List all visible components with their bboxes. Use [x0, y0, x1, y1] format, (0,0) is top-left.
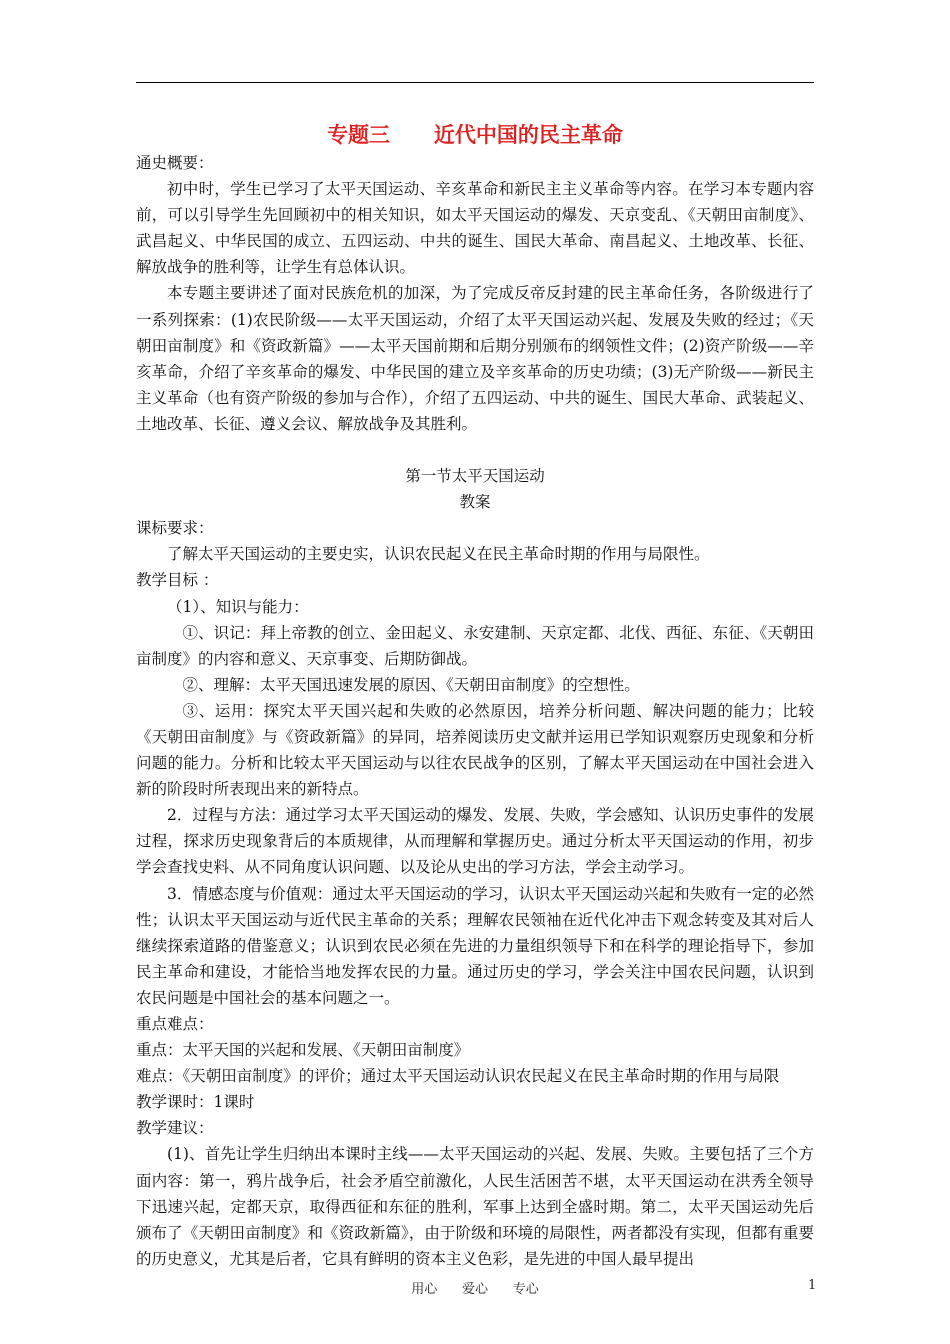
- goal-1-label: （1）、知识与能力：: [167, 597, 309, 616]
- section-title: 第一节太平天国运动: [405, 467, 545, 486]
- overview-paragraph-2: 本专题主要讲述了面对民族危机的加深，为了完成反帝反封建的民主革命任务，各阶级进行了一系列探索：(1)农民阶级——太平天国运动，介绍了太平天国运动兴起、发展及失败的经过；《天朝田亩制度》和《资政新篇》——太平天国前期和后期分别颁布的纲领性文件；(2)资产阶级——辛亥革命，介绍了辛亥革命的爆发、中华民国的建立及辛亥革命的历史功绩；(3)无产阶级——新民主主义革命（也有资产阶级的参加与合作），介绍了五四运动、中共的诞生、国民大革命、武装起义、土地改革、长征、遵义会议、解放战争及其胜利。: [136, 284, 814, 433]
- document-body: [136, 120, 814, 1272]
- advice-paragraph-1: (1)、首先让学生归纳出本课时主线——太平天国运动的兴起、发展、失败。主要包括了三个方面内容：第一，鸦片战争后，社会矛盾空前激化，人民生活困苦不堪，太平天国运动在洪秀全领导下迅速兴起，定都天京，取得西征和东征的胜利，军事上达到全盛时期。第二，太平天国运动先后颁布了《天朝田亩制度》和《资政新篇》，由于阶级和环境的局限性，两者都没有实现，但都有重要的历史意义，尤其是后者，它具有鲜明的资本主义色彩，是先进的中国人最早提出: [136, 1145, 814, 1268]
- spacer: [136, 437, 814, 463]
- header-rule: [136, 82, 814, 83]
- goals-label: 教学目标 ：: [136, 571, 219, 590]
- advice-label: 教学建议：: [136, 1119, 214, 1138]
- goal-1-understand: ②、理解：太平天国迅速发展的原因、《天朝田亩制度》的空想性。: [182, 675, 640, 694]
- page-number: 1: [808, 1278, 817, 1293]
- key-point: 重点：太平天国的兴起和发展、《天朝田亩制度》: [136, 1041, 470, 1060]
- difficult-point: 难点：《天朝田亩制度》的评价；通过太平天国运动认识农民起义在民主革命时期的作用与局限: [136, 1067, 780, 1086]
- overview-paragraph-1: 初中时，学生已学习了太平天国运动、辛亥革命和新民主主义革命等内容。在学习本专题内容前，可以引导学生先回顾初中的相关知识，如太平天国运动的爆发、天京变乱、《天朝田亩制度》、武昌起义、中华民国的成立、五四运动、中共的诞生、国民大革命、南昌起义、土地改革、长征、解放战争的胜利等，让学生有总体认识。: [136, 180, 814, 277]
- standard-label: 课标要求：: [136, 519, 214, 538]
- goal-1-recall: ①、识记：拜上帝教的创立、金田起义、永安建制、天京定都、北伐、西征、东征、《天朝田亩制度》的内容和意义、天京事变、后期防御战。: [136, 623, 814, 668]
- goal-3: 3．情感态度与价值观：通过太平天国运动的学习，认识太平天国运动兴起和失败有一定的必然性；认识太平天国运动与近代民主革命的关系；理解农民领袖在近代化冲击下观念转变及其对后人继续探索道路的借鉴意义；认识到农民必须在先进的力量组织领导下和在科学的理论指导下，参加民主革命和建设，才能恰当地发挥农民的力量。通过历史的学习，学会关注中国农民问题，认识到农民问题是中国社会的基本问题之一。: [136, 884, 814, 1007]
- document-title: 专题三 近代中国的民主革命: [327, 122, 623, 147]
- standard-text: 了解太平天国运动的主要史实，认识农民起义在民主革命时期的作用与局限性。: [167, 545, 710, 564]
- overview-label: 通史概要：: [136, 154, 214, 172]
- section-subtitle: 教案: [459, 493, 491, 512]
- goal-1-apply: ③、运用：探究太平天国兴起和失败的必然原因，培养分析问题、解决问题的能力；比较《天朝田亩制度》与《资政新篇》的异同，培养阅读历史文献并运用已学知识观察历史现象和分析问题的能力。分析和比较太平天国运动与以往农民战争的区别，了解太平天国运动在中国社会进入新的阶段时所表现出来的新特点。: [136, 701, 814, 799]
- goal-2: 2．过程与方法：通过学习太平天国运动的爆发、发展、失败，学会感知、认识历史事件的发展过程，探求历史现象背后的本质规律，从而理解和掌握历史。通过分析太平天国运动的作用，初步学会查找史料、从不同角度认识问题、以及论从史出的学习方法，学会主动学习。: [136, 806, 814, 877]
- teaching-hours: 教学课时：1课时: [136, 1093, 255, 1112]
- key-label: 重点难点：: [136, 1015, 214, 1033]
- footer-motto: 用心 爱心 专心: [411, 1282, 539, 1297]
